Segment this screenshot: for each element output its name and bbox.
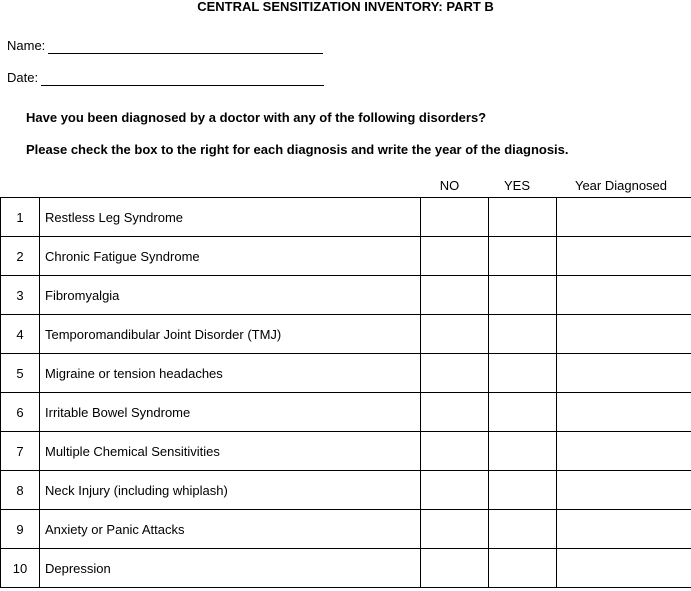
year-input[interactable] bbox=[557, 198, 691, 237]
name-label: Name: bbox=[7, 38, 46, 53]
year-input[interactable] bbox=[557, 549, 691, 588]
no-checkbox[interactable] bbox=[421, 471, 489, 510]
yes-checkbox[interactable] bbox=[489, 354, 557, 393]
yes-checkbox[interactable] bbox=[489, 471, 557, 510]
row-label: Irritable Bowel Syndrome bbox=[40, 393, 421, 432]
name-input-line[interactable] bbox=[48, 40, 323, 54]
table-row bbox=[1, 510, 691, 549]
row-label: Neck Injury (including whiplash) bbox=[40, 471, 421, 510]
year-input[interactable] bbox=[557, 315, 691, 354]
row-label: Temporomandibular Joint Disorder (TMJ) bbox=[40, 315, 421, 354]
row-number: 2 bbox=[1, 237, 40, 276]
year-input[interactable] bbox=[557, 276, 691, 315]
yes-checkbox[interactable] bbox=[489, 549, 557, 588]
table-row bbox=[1, 237, 691, 276]
no-checkbox[interactable] bbox=[421, 393, 489, 432]
yes-checkbox[interactable] bbox=[489, 198, 557, 237]
table-row bbox=[1, 354, 691, 393]
yes-checkbox[interactable] bbox=[489, 315, 557, 354]
yes-checkbox[interactable] bbox=[489, 393, 557, 432]
row-label: Chronic Fatigue Syndrome bbox=[40, 237, 421, 276]
date-field bbox=[7, 70, 324, 86]
row-number: 1 bbox=[1, 198, 40, 237]
year-input[interactable] bbox=[557, 237, 691, 276]
yes-checkbox[interactable] bbox=[489, 432, 557, 471]
yes-checkbox[interactable] bbox=[489, 237, 557, 276]
no-checkbox[interactable] bbox=[421, 432, 489, 471]
year-input[interactable] bbox=[557, 432, 691, 471]
row-number: 10 bbox=[1, 549, 40, 588]
table-row bbox=[1, 315, 691, 354]
no-checkbox[interactable] bbox=[421, 549, 489, 588]
row-number: 5 bbox=[1, 354, 40, 393]
question-instructions: Please check the box to the right for each diagnosis and write the year of the diagnosis. bbox=[26, 142, 569, 157]
table-row bbox=[1, 276, 691, 315]
row-number: 7 bbox=[1, 432, 40, 471]
no-checkbox[interactable] bbox=[421, 315, 489, 354]
date-label: Date: bbox=[7, 70, 39, 85]
column-header-no: NO bbox=[439, 178, 460, 193]
row-label: Restless Leg Syndrome bbox=[40, 198, 421, 237]
diagnosis-table bbox=[0, 197, 691, 588]
table-row bbox=[1, 198, 691, 237]
no-checkbox[interactable] bbox=[421, 198, 489, 237]
row-number: 9 bbox=[1, 510, 40, 549]
column-header-yes: YES bbox=[503, 178, 530, 193]
no-checkbox[interactable] bbox=[421, 354, 489, 393]
no-checkbox[interactable] bbox=[421, 510, 489, 549]
no-checkbox[interactable] bbox=[421, 237, 489, 276]
date-input-line[interactable] bbox=[41, 72, 324, 86]
table-row bbox=[1, 471, 691, 510]
form-title: CENTRAL SENSITIZATION INVENTORY: PART B bbox=[197, 0, 494, 14]
column-header-year: Year Diagnosed bbox=[574, 178, 668, 193]
year-input[interactable] bbox=[557, 393, 691, 432]
row-number: 3 bbox=[1, 276, 40, 315]
row-label: Depression bbox=[40, 549, 421, 588]
row-number: 4 bbox=[1, 315, 40, 354]
year-input[interactable] bbox=[557, 471, 691, 510]
yes-checkbox[interactable] bbox=[489, 276, 557, 315]
question-diagnosed: Have you been diagnosed by a doctor with any of the following disorders? bbox=[26, 110, 487, 125]
row-number: 8 bbox=[1, 471, 40, 510]
table-row bbox=[1, 549, 691, 588]
yes-checkbox[interactable] bbox=[489, 510, 557, 549]
table-row bbox=[1, 393, 691, 432]
row-label: Migraine or tension headaches bbox=[40, 354, 421, 393]
year-input[interactable] bbox=[557, 510, 691, 549]
no-checkbox[interactable] bbox=[421, 276, 489, 315]
row-number: 6 bbox=[1, 393, 40, 432]
name-field bbox=[7, 38, 323, 54]
year-input[interactable] bbox=[557, 354, 691, 393]
row-label: Fibromyalgia bbox=[40, 276, 421, 315]
table-row bbox=[1, 432, 691, 471]
row-label: Anxiety or Panic Attacks bbox=[40, 510, 421, 549]
row-label: Multiple Chemical Sensitivities bbox=[40, 432, 421, 471]
